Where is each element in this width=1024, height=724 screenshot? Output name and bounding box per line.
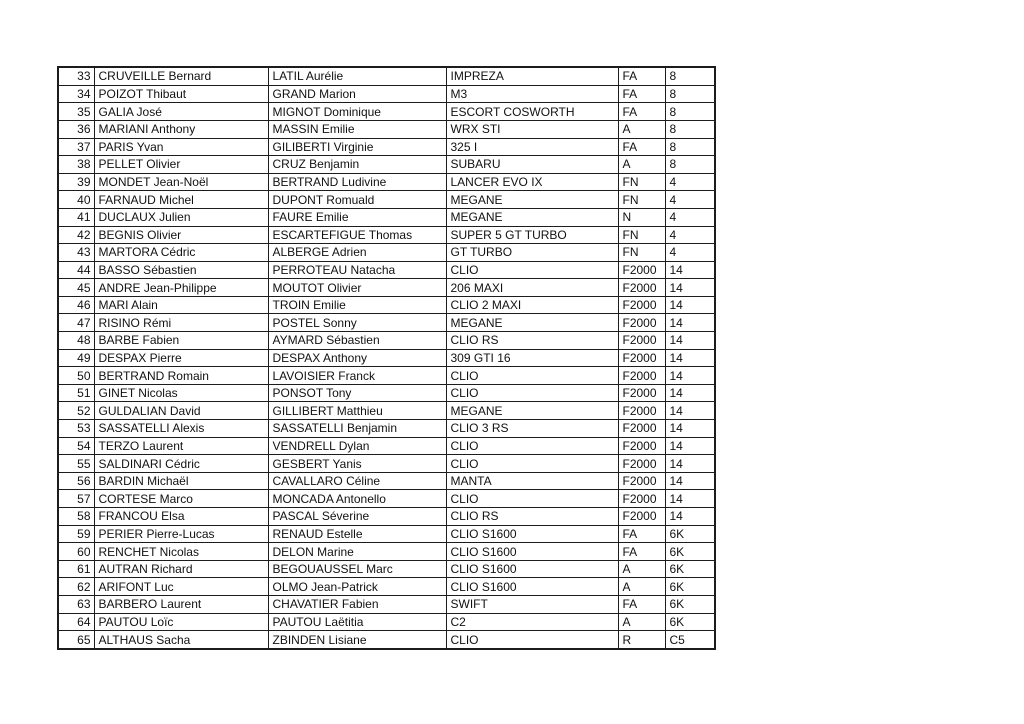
class-cell: F2000 <box>618 402 665 420</box>
table-row <box>58 349 715 367</box>
car-cell: CLIO <box>446 631 618 649</box>
table-row <box>58 631 715 649</box>
class-cell: F2000 <box>618 349 665 367</box>
table-row <box>58 595 715 613</box>
codriver-cell: PERROTEAU Natacha <box>268 261 446 279</box>
codriver-cell: BEGOUAUSSEL Marc <box>268 560 446 578</box>
group-cell: 14 <box>665 472 715 490</box>
codriver-cell: BERTRAND Ludivine <box>268 173 446 191</box>
car-cell: CLIO S1600 <box>446 525 618 543</box>
car-cell: MEGANE <box>446 191 618 209</box>
class-cell: FA <box>618 138 665 156</box>
driver-cell: PAUTOU Loïc <box>94 613 268 631</box>
class-cell: FA <box>618 543 665 561</box>
codriver-cell: DUPONT Romuald <box>268 191 446 209</box>
entry-number-cell: 44 <box>58 261 94 279</box>
table-row <box>58 384 715 402</box>
car-cell: 309 GTI 16 <box>446 349 618 367</box>
driver-cell: CRUVEILLE Bernard <box>94 67 268 85</box>
class-cell: F2000 <box>618 437 665 455</box>
table-row <box>58 103 715 121</box>
class-cell: FA <box>618 85 665 103</box>
group-cell: 14 <box>665 420 715 438</box>
car-cell: SWIFT <box>446 595 618 613</box>
codriver-cell: MOUTOT Olivier <box>268 279 446 297</box>
entry-number-cell: 51 <box>58 384 94 402</box>
driver-cell: POIZOT Thibaut <box>94 85 268 103</box>
car-cell: CLIO S1600 <box>446 543 618 561</box>
table-row <box>58 367 715 385</box>
codriver-cell: MASSIN Emilie <box>268 120 446 138</box>
entry-number-cell: 45 <box>58 279 94 297</box>
codriver-cell: GILLIBERT Matthieu <box>268 402 446 420</box>
class-cell: R <box>618 631 665 649</box>
class-cell: F2000 <box>618 296 665 314</box>
group-cell: 6K <box>665 525 715 543</box>
codriver-cell: VENDRELL Dylan <box>268 437 446 455</box>
class-cell: FA <box>618 595 665 613</box>
entry-number-cell: 49 <box>58 349 94 367</box>
driver-cell: CORTESE Marco <box>94 490 268 508</box>
group-cell: 14 <box>665 437 715 455</box>
entry-number-cell: 53 <box>58 420 94 438</box>
codriver-cell: RENAUD Estelle <box>268 525 446 543</box>
group-cell: 8 <box>665 85 715 103</box>
entry-number-cell: 38 <box>58 156 94 174</box>
entry-number-cell: 62 <box>58 578 94 596</box>
driver-cell: MARTORA Cédric <box>94 244 268 262</box>
car-cell: CLIO <box>446 437 618 455</box>
car-cell: CLIO S1600 <box>446 560 618 578</box>
table-row <box>58 508 715 526</box>
group-cell: 4 <box>665 173 715 191</box>
class-cell: F2000 <box>618 490 665 508</box>
car-cell: 206 MAXI <box>446 279 618 297</box>
driver-cell: SALDINARI Cédric <box>94 455 268 473</box>
group-cell: C5 <box>665 631 715 649</box>
driver-cell: FARNAUD Michel <box>94 191 268 209</box>
class-cell: A <box>618 120 665 138</box>
codriver-cell: CRUZ Benjamin <box>268 156 446 174</box>
car-cell: CLIO 2 MAXI <box>446 296 618 314</box>
codriver-cell: CHAVATIER Fabien <box>268 595 446 613</box>
codriver-cell: PASCAL Séverine <box>268 508 446 526</box>
car-cell: CLIO <box>446 261 618 279</box>
entry-number-cell: 36 <box>58 120 94 138</box>
group-cell: 4 <box>665 208 715 226</box>
driver-cell: GULDALIAN David <box>94 402 268 420</box>
group-cell: 14 <box>665 508 715 526</box>
codriver-cell: GILIBERTI Virginie <box>268 138 446 156</box>
group-cell: 4 <box>665 191 715 209</box>
car-cell: MEGANE <box>446 208 618 226</box>
entry-list-table <box>57 66 716 650</box>
codriver-cell: POSTEL Sonny <box>268 314 446 332</box>
group-cell: 14 <box>665 367 715 385</box>
table-row <box>58 420 715 438</box>
class-cell: F2000 <box>618 508 665 526</box>
entry-number-cell: 65 <box>58 631 94 649</box>
codriver-cell: ESCARTEFIGUE Thomas <box>268 226 446 244</box>
class-cell: A <box>618 613 665 631</box>
codriver-cell: LATIL Aurélie <box>268 67 446 85</box>
driver-cell: DUCLAUX Julien <box>94 208 268 226</box>
table-row <box>58 490 715 508</box>
driver-cell: RISINO Rémi <box>94 314 268 332</box>
entry-number-cell: 46 <box>58 296 94 314</box>
codriver-cell: AYMARD Sébastien <box>268 332 446 350</box>
class-cell: F2000 <box>618 420 665 438</box>
table-row <box>58 138 715 156</box>
group-cell: 14 <box>665 279 715 297</box>
table-row <box>58 85 715 103</box>
car-cell: CLIO RS <box>446 508 618 526</box>
codriver-cell: FAURE Emilie <box>268 208 446 226</box>
entry-number-cell: 39 <box>58 173 94 191</box>
group-cell: 6K <box>665 595 715 613</box>
entry-number-cell: 43 <box>58 244 94 262</box>
driver-cell: ANDRE Jean-Philippe <box>94 279 268 297</box>
class-cell: F2000 <box>618 332 665 350</box>
table-row <box>58 437 715 455</box>
entry-number-cell: 56 <box>58 472 94 490</box>
table-row <box>58 332 715 350</box>
table-row <box>58 314 715 332</box>
codriver-cell: OLMO Jean-Patrick <box>268 578 446 596</box>
codriver-cell: TROIN Emilie <box>268 296 446 314</box>
class-cell: N <box>618 208 665 226</box>
codriver-cell: MIGNOT Dominique <box>268 103 446 121</box>
entry-number-cell: 35 <box>58 103 94 121</box>
group-cell: 14 <box>665 402 715 420</box>
class-cell: A <box>618 578 665 596</box>
car-cell: CLIO <box>446 367 618 385</box>
table-row <box>58 296 715 314</box>
car-cell: IMPREZA <box>446 67 618 85</box>
driver-cell: BASSO Sébastien <box>94 261 268 279</box>
car-cell: CLIO S1600 <box>446 578 618 596</box>
table-row <box>58 543 715 561</box>
entry-number-cell: 48 <box>58 332 94 350</box>
codriver-cell: GESBERT Yanis <box>268 455 446 473</box>
entry-number-cell: 47 <box>58 314 94 332</box>
group-cell: 14 <box>665 455 715 473</box>
car-cell: CLIO <box>446 384 618 402</box>
codriver-cell: PAUTOU Laëtitia <box>268 613 446 631</box>
car-cell: M3 <box>446 85 618 103</box>
driver-cell: MARI Alain <box>94 296 268 314</box>
class-cell: F2000 <box>618 279 665 297</box>
entry-number-cell: 60 <box>58 543 94 561</box>
car-cell: WRX STI <box>446 120 618 138</box>
entry-number-cell: 55 <box>58 455 94 473</box>
car-cell: MEGANE <box>446 402 618 420</box>
table-row <box>58 402 715 420</box>
class-cell: FN <box>618 173 665 191</box>
driver-cell: PARIS Yvan <box>94 138 268 156</box>
car-cell: SUPER 5 GT TURBO <box>446 226 618 244</box>
driver-cell: BERTRAND Romain <box>94 367 268 385</box>
class-cell: A <box>618 560 665 578</box>
entry-number-cell: 61 <box>58 560 94 578</box>
group-cell: 8 <box>665 120 715 138</box>
table-row <box>58 208 715 226</box>
class-cell: F2000 <box>618 472 665 490</box>
table-row <box>58 613 715 631</box>
driver-cell: FRANCOU Elsa <box>94 508 268 526</box>
driver-cell: BARBE Fabien <box>94 332 268 350</box>
entry-list-table-container <box>57 66 714 650</box>
codriver-cell: DESPAX Anthony <box>268 349 446 367</box>
driver-cell: GINET Nicolas <box>94 384 268 402</box>
entry-number-cell: 41 <box>58 208 94 226</box>
driver-cell: ALTHAUS Sacha <box>94 631 268 649</box>
group-cell: 14 <box>665 296 715 314</box>
driver-cell: AUTRAN Richard <box>94 560 268 578</box>
entry-number-cell: 52 <box>58 402 94 420</box>
entry-number-cell: 63 <box>58 595 94 613</box>
class-cell: FN <box>618 191 665 209</box>
group-cell: 14 <box>665 349 715 367</box>
car-cell: ESCORT COSWORTH <box>446 103 618 121</box>
entry-number-cell: 42 <box>58 226 94 244</box>
group-cell: 8 <box>665 156 715 174</box>
driver-cell: SASSATELLI Alexis <box>94 420 268 438</box>
class-cell: F2000 <box>618 314 665 332</box>
entry-number-cell: 33 <box>58 67 94 85</box>
class-cell: FN <box>618 226 665 244</box>
driver-cell: TERZO Laurent <box>94 437 268 455</box>
entry-number-cell: 37 <box>58 138 94 156</box>
class-cell: F2000 <box>618 367 665 385</box>
codriver-cell: DELON Marine <box>268 543 446 561</box>
group-cell: 14 <box>665 314 715 332</box>
table-row <box>58 455 715 473</box>
class-cell: FA <box>618 67 665 85</box>
table-row <box>58 191 715 209</box>
table-row <box>58 173 715 191</box>
table-row <box>58 226 715 244</box>
table-row <box>58 525 715 543</box>
driver-cell: RENCHET Nicolas <box>94 543 268 561</box>
codriver-cell: PONSOT Tony <box>268 384 446 402</box>
car-cell: CLIO 3 RS <box>446 420 618 438</box>
group-cell: 4 <box>665 226 715 244</box>
table-row <box>58 261 715 279</box>
car-cell: 325 I <box>446 138 618 156</box>
class-cell: A <box>618 156 665 174</box>
entry-number-cell: 59 <box>58 525 94 543</box>
table-row <box>58 156 715 174</box>
table-row <box>58 67 715 85</box>
entry-number-cell: 57 <box>58 490 94 508</box>
codriver-cell: MONCADA Antonello <box>268 490 446 508</box>
class-cell: F2000 <box>618 261 665 279</box>
entry-number-cell: 54 <box>58 437 94 455</box>
driver-cell: MARIANI Anthony <box>94 120 268 138</box>
table-row <box>58 578 715 596</box>
group-cell: 14 <box>665 384 715 402</box>
table-row <box>58 472 715 490</box>
entry-number-cell: 34 <box>58 85 94 103</box>
entry-number-cell: 40 <box>58 191 94 209</box>
class-cell: F2000 <box>618 384 665 402</box>
codriver-cell: ZBINDEN Lisiane <box>268 631 446 649</box>
group-cell: 8 <box>665 103 715 121</box>
codriver-cell: SASSATELLI Benjamin <box>268 420 446 438</box>
driver-cell: GALIA José <box>94 103 268 121</box>
entry-number-cell: 58 <box>58 508 94 526</box>
group-cell: 14 <box>665 261 715 279</box>
car-cell: C2 <box>446 613 618 631</box>
car-cell: MANTA <box>446 472 618 490</box>
car-cell: CLIO RS <box>446 332 618 350</box>
group-cell: 8 <box>665 67 715 85</box>
codriver-cell: GRAND Marion <box>268 85 446 103</box>
class-cell: FN <box>618 244 665 262</box>
table-row <box>58 560 715 578</box>
car-cell: CLIO <box>446 455 618 473</box>
codriver-cell: CAVALLARO Céline <box>268 472 446 490</box>
driver-cell: BEGNIS Olivier <box>94 226 268 244</box>
entry-number-cell: 64 <box>58 613 94 631</box>
class-cell: FA <box>618 103 665 121</box>
entry-list-table-body <box>58 67 715 649</box>
group-cell: 6K <box>665 613 715 631</box>
entry-number-cell: 50 <box>58 367 94 385</box>
driver-cell: DESPAX Pierre <box>94 349 268 367</box>
driver-cell: BARDIN Michaël <box>94 472 268 490</box>
group-cell: 14 <box>665 490 715 508</box>
group-cell: 8 <box>665 138 715 156</box>
group-cell: 4 <box>665 244 715 262</box>
table-row <box>58 279 715 297</box>
driver-cell: ARIFONT Luc <box>94 578 268 596</box>
class-cell: F2000 <box>618 455 665 473</box>
codriver-cell: ALBERGE Adrien <box>268 244 446 262</box>
group-cell: 6K <box>665 543 715 561</box>
table-row <box>58 244 715 262</box>
car-cell: LANCER EVO IX <box>446 173 618 191</box>
driver-cell: MONDET Jean-Noël <box>94 173 268 191</box>
group-cell: 6K <box>665 560 715 578</box>
group-cell: 14 <box>665 332 715 350</box>
table-row <box>58 120 715 138</box>
car-cell: SUBARU <box>446 156 618 174</box>
driver-cell: PELLET Olivier <box>94 156 268 174</box>
driver-cell: PERIER Pierre-Lucas <box>94 525 268 543</box>
group-cell: 6K <box>665 578 715 596</box>
car-cell: CLIO <box>446 490 618 508</box>
class-cell: FA <box>618 525 665 543</box>
codriver-cell: LAVOISIER Franck <box>268 367 446 385</box>
driver-cell: BARBERO Laurent <box>94 595 268 613</box>
car-cell: GT TURBO <box>446 244 618 262</box>
car-cell: MEGANE <box>446 314 618 332</box>
